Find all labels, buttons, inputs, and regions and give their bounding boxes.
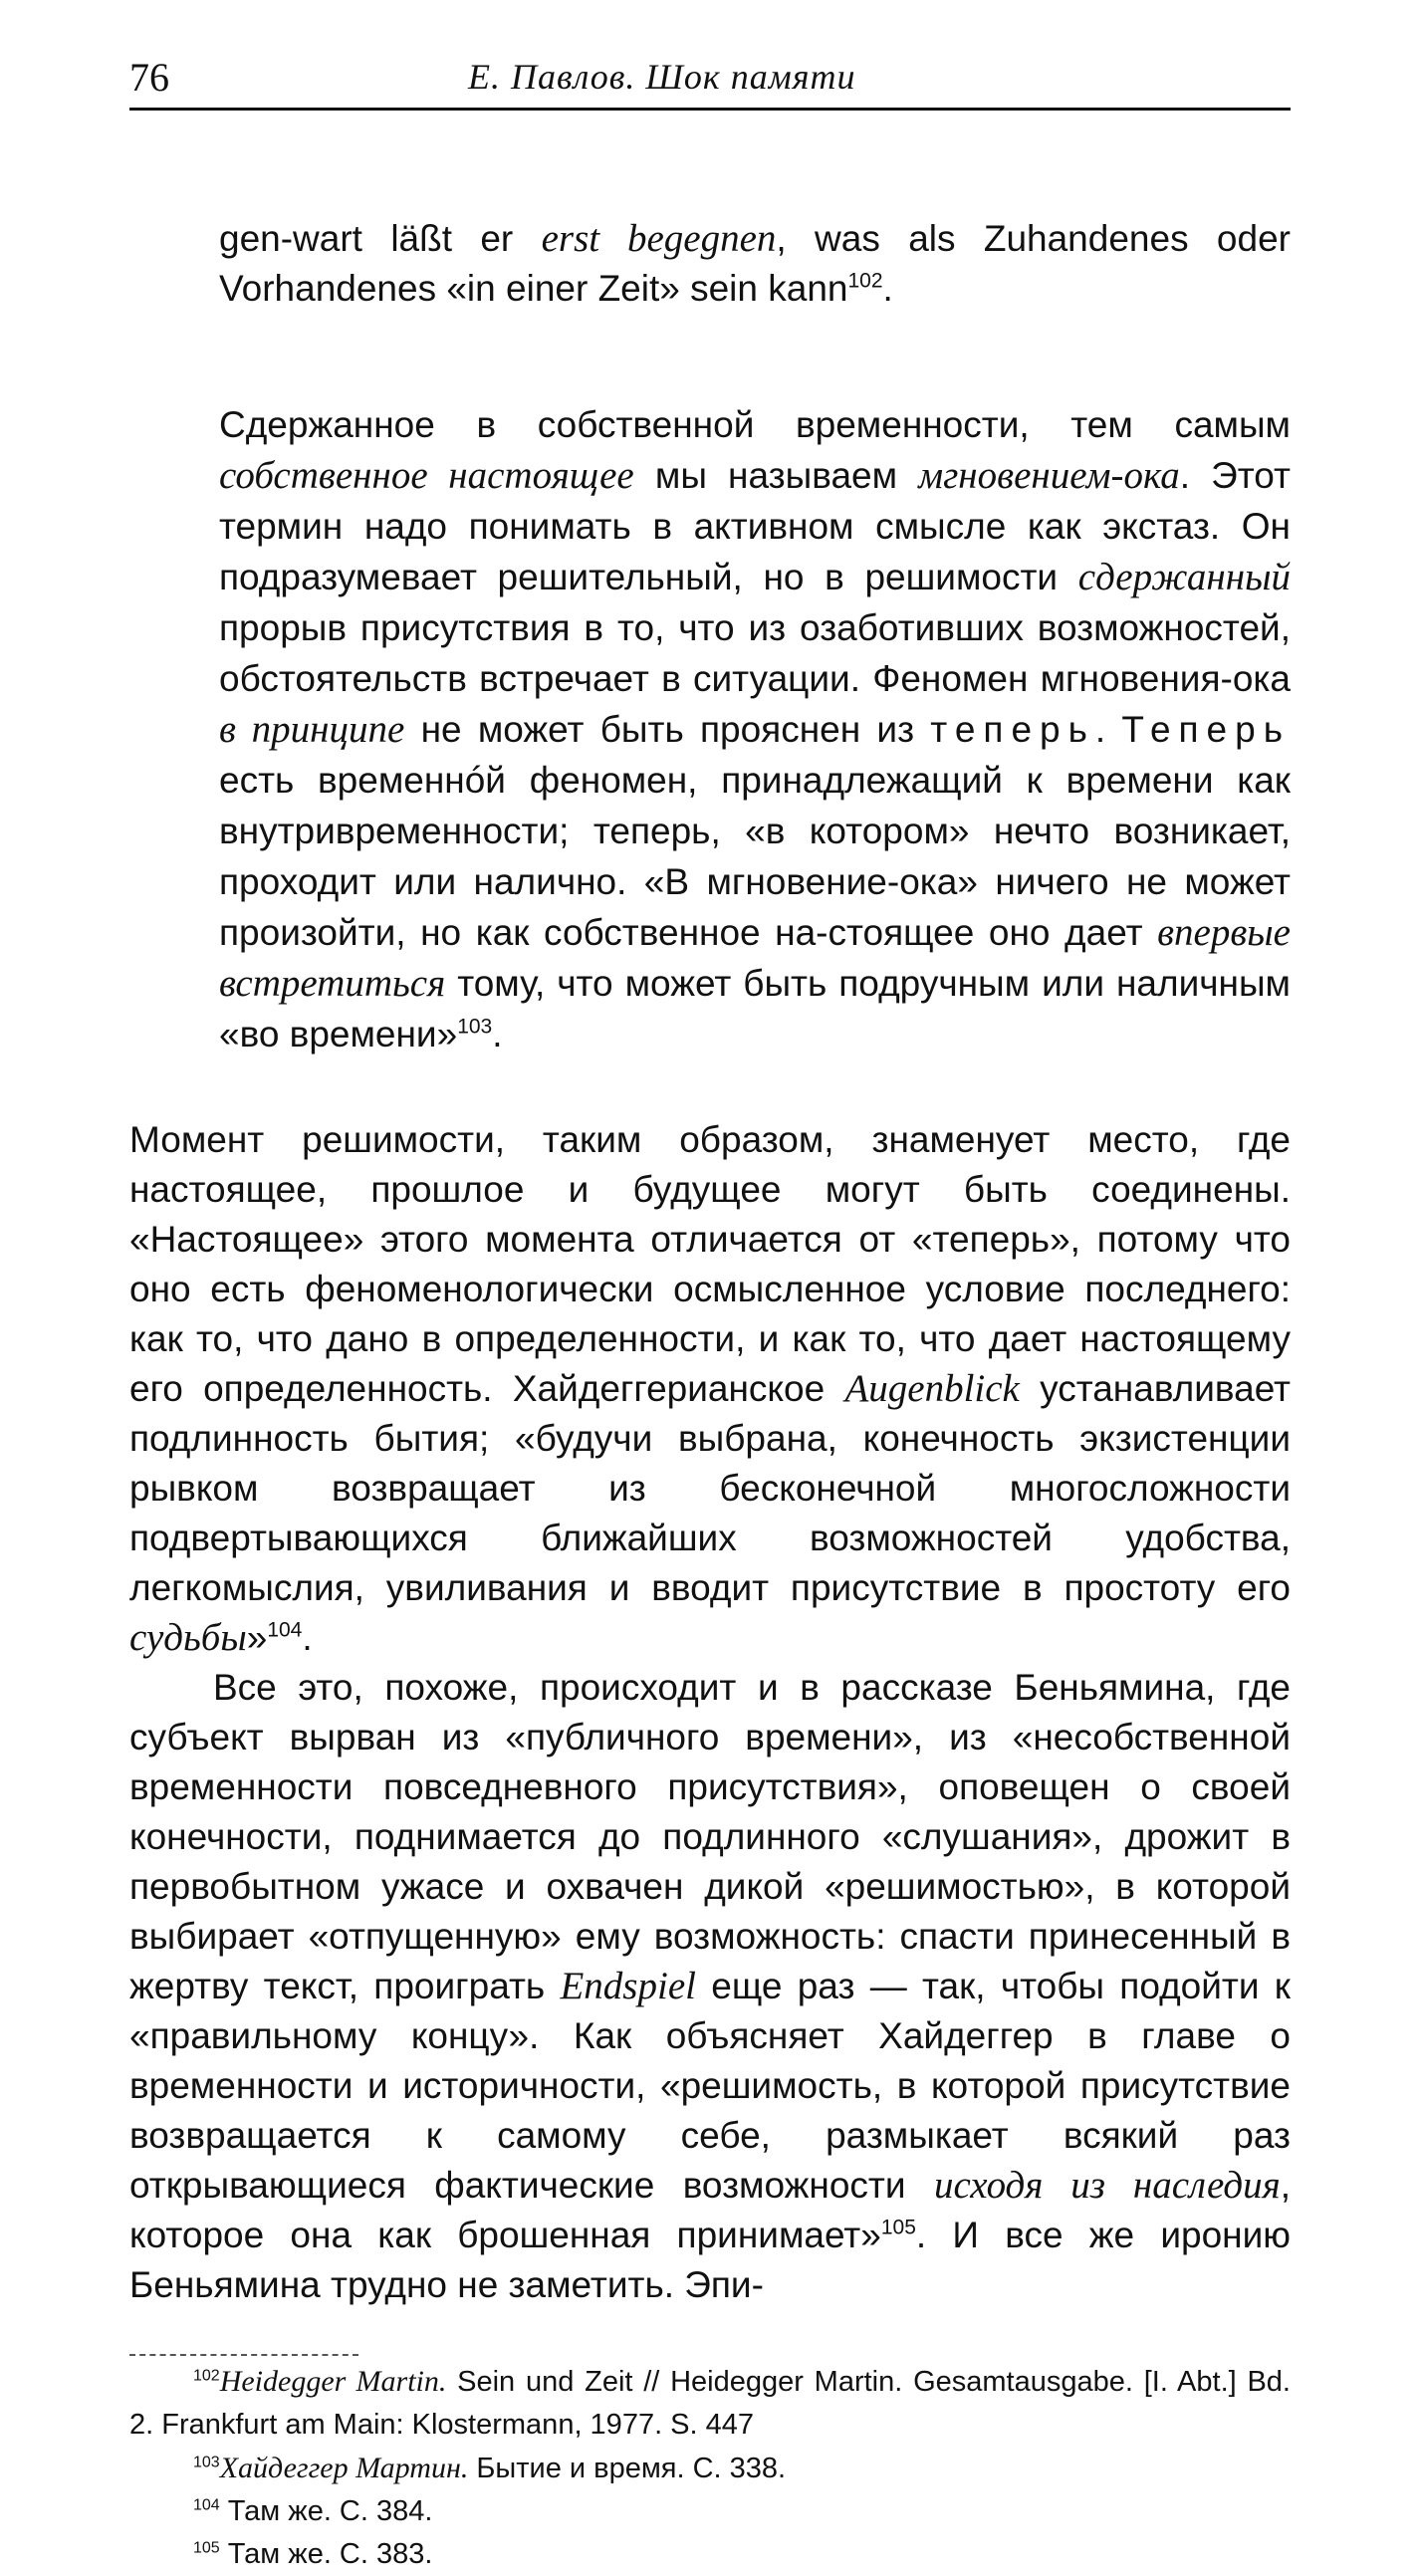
main-text: [129, 1115, 1291, 2310]
footnote-104: $^{104}$ Там же. С. 384.: [193, 2495, 433, 2527]
page-number: 76: [129, 55, 169, 100]
block-quote-german: gen-wart läßt er erst begegnen, was als Zuhandenes oder Vorhandenes «in einer Zeit» sein kann$^{102}$.: [219, 217, 1291, 309]
footnote-ref-104[interactable]: 104: [267, 1618, 303, 1642]
footnote-102: $^{102}$Heidegger Martin. Sein und Zeit // Heidegger Martin. Gesamtausgabe. [I. Abt.] Bd. 2. Frankfurt am Main: Klostermann, 1977. S. 447: [129, 2365, 1291, 2441]
footnote-103: $^{103}$Хайдеггер Мартин. Бытие и время. С. 338.: [193, 2452, 787, 2484]
footnote-ref-102[interactable]: 102: [847, 269, 883, 293]
paragraph-2: Все это, похоже, происходит и в рассказе Беньямина, где субъект вырван из «публичного времени», из «несобственной временности повседневного присутствия», оповещен о своей конечности, поднимается до подлинного «слушания», дрожит в первобытном ужасе и охвачен дикой «решимостью», в которой выбирает «отпущенную» ему возможность: спасти принесенный в жертву текст, проиграть Endspiel еще раз — так, чтобы подойти к «правильному концу». Как объясняет Хайдеггер в главе о временности и историчности, «решимость, в которой присутствие возвращается к самому себе, размыкает всякий раз открывающиеся фактические возможности исходя из наследия, которое она как брошенная принимает»$^{105}$. И все же иронию Беньямина трудно не заметить. Эпи-: [129, 1667, 1291, 2305]
footnote-separator: [129, 2354, 358, 2356]
book-page: [129, 48, 1291, 2576]
running-title: Е. Павлов. Шок памяти: [468, 57, 856, 97]
block-quote-russian: Сдержанное в собственной временности, тем самым собственное настоящее мы называем мгновением-ока. Этот термин надо понимать в активном смысле как экстаз. Он подразумевает решительный, но в решимости сдержанный прорыв присутствия в то, что из озаботивших возможностей, обстоятельств встречает в ситуации. Феномен мгновения-ока в принципе не может быть прояснен из теперь. Теперь есть временнóй феномен, принадлежащий к времени как внутривременности; теперь, «в котором» нечто возникает, проходит или налично. «В мгновение-ока» ничего не может произойти, но как собственное на-стоящее оно дает впервые встретиться тому, что может быть подручным или наличным «во времени»$^{103}$.: [219, 404, 1291, 1054]
footnote-ref-105[interactable]: 105: [880, 2216, 916, 2239]
footnote-ref-103[interactable]: 103: [457, 1015, 493, 1039]
footnotes: [129, 2360, 1291, 2576]
page-header: [129, 48, 1291, 111]
footnote-105: $^{105}$ Там же. С. 383.: [193, 2538, 433, 2570]
paragraph-1: Момент решимости, таким образом, знаменует место, где настоящее, прошлое и будущее могут быть соединены. «Настоящее» этого момента отличается от «теперь», потому что оно есть феноменологически осмысленное условие последнего: как то, что дано в определенности, и как то, что дает настоящему его определенность. Хайдеггерианское Augenblick устанавливает подлинность бытия; «будучи выбрана, конечность экзистенции рывком возвращает из бесконечной многосложности подвертывающихся ближайших возможностей удобства, легкомыслия, увиливания и вводит присутствие в простоту его судьбы»$^{104}$.: [129, 1119, 1291, 1659]
